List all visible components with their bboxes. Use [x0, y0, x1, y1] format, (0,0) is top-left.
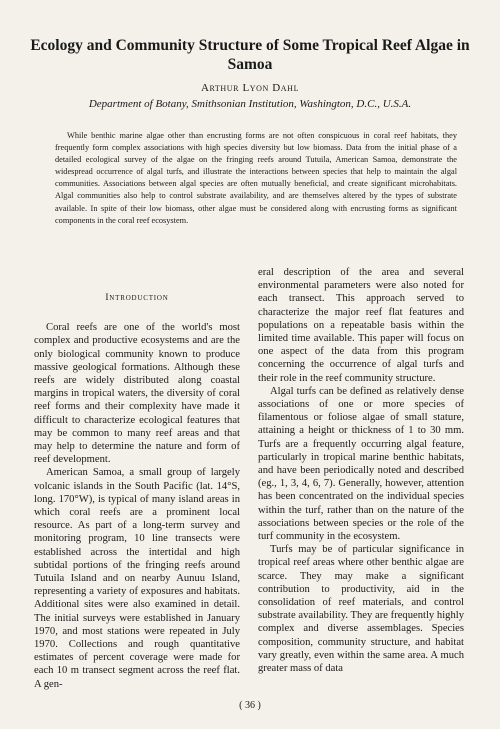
paragraph: American Samoa, a small group of largely volcanic islands in the South Pacific (lat. 14°S, long. 170°W), is typical of many island areas in which coral reefs are a prominent local resource. As part of a long-term survey and monitoring program, 10 line transects were established across the intertidal and high subtidal portions of the fringing reefs around Tutuila Island and on nearby Aunuu Island, representing a variety of exposures and habitats. Additional sites were also examined in detail. The initial surveys were established in January 1970, and most stations were repeated in July 1970. Collections and rough quantitative estimates of percent coverage were made for each 10 m transect segment across the reef flat. A gen-: [34, 467, 240, 690]
paper-title: Ecology and Community Structure of Some Tropical Reef Algae in Samoa: [30, 37, 470, 73]
left-column: [34, 265, 240, 691]
section-heading-introduction: Introduction: [105, 293, 169, 303]
abstract: While benthic marine algae other than encrusting forms are not often conspicuous in coral reef habitats, they frequently form complex associations with high species diversity but low biomass. Data from the initial phase of a detailed ecological survey of the algae on the fringing reefs around Tutuila, American Samoa, demonstrate the widespread occurrence of algal turfs, and illustrate the interactions between species that help to maintain the algal communities. Associations between algal species are often mutually beneficial, and create significant microhabitats. Algal communities also help to control substrate availability, and are themselves altered by the types of substrate available. In spite of their low biomass, other algae must be considered along with encrusting forms as significant components in the coral reef ecosystem.: [55, 131, 457, 225]
paragraph: eral description of the area and several environmental parameters were also noted for each transect. This approach served to characterize the major reef flat features and populations on a repeatable basis within the limited time available. This paper will focus on one aspect of the data from this program concerning the occurrence of algal turfs and their role in the reef community structure.: [258, 267, 464, 384]
paragraph: Coral reefs are one of the world's most complex and productive ecosystems and are the only biological community known to produce massive geological formations. Although these reefs are widely distributed along coastal margins in tropical waters, the diversity of coral reef forms and their complexity have made it difficult to characterize ecological features that may be common to many reef areas and that may help to determine the nature and form of reef development.: [34, 322, 240, 466]
paragraph: Turfs may be of particular significance in tropical reef areas where other benthic algae are scarce. They may make a significant contribution to productivity, aid in the consolidation of reef materials, and control substrate availability. They are frequently highly complex and diverse assemblages. Species composition, community structure, and habitat vary greatly, even within the same area. A much greater mass of data: [258, 544, 464, 675]
paragraph: Algal turfs can be defined as relatively dense associations of one or more species of filamentous or foliose algae of small stature, attaining a height or thickness of 1 to 30 mm. Turfs are a frequently occurring algal feature, particularly in tropical marine benthic habitats, and have been periodically noted and described (eg., 1, 3, 4, 6, 7). Generally, however, attention has been concentrated on the individual species within the turf, rather than on the nature of the associations between species or the role of the turf community in the ecosystem.: [258, 385, 464, 543]
author-affiliation: Department of Botany, Smithsonian Institution, Washington, D.C., U.S.A.: [88, 98, 412, 110]
page-number: ( 36 ): [239, 700, 261, 711]
author-name: Arthur Lyon Dahl: [200, 82, 300, 94]
right-column: [258, 266, 464, 675]
